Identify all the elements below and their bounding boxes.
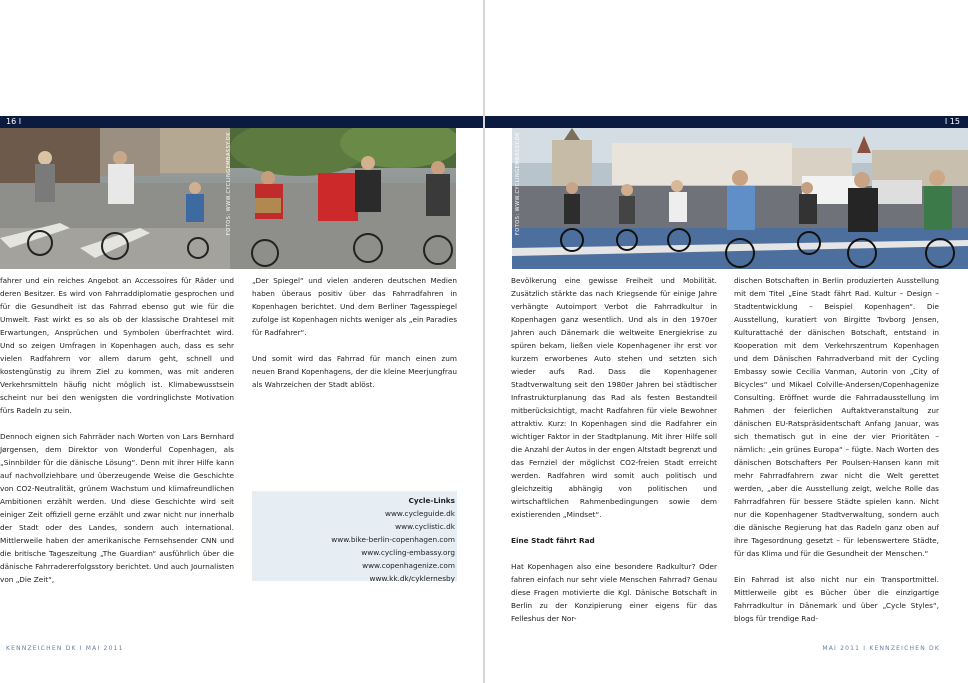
left-column-2 <box>252 274 457 404</box>
paragraph: Ein Fahrrad ist also nicht nur ein Transportmittel. Mittlerweile gibt es Bücher über die einzigartige Fahrradkultur in Dänemark und über „Cycle Styles“, blogs für trendige Rad- <box>734 575 939 623</box>
cycle-link[interactable]: www.kk.dk/cyklernesby <box>369 574 455 583</box>
left-footer: KENNZEICHEN DK I MAI 2011 <box>6 645 124 652</box>
paragraph: Hat Kopenhagen also eine besondere Radkultur? Oder fahren einfach nur sehr viele Menschen Fahrrad? Genau diese Fragen motivierte die Kgl. Dänische Botschaft in Berlin zu der Konzipierung einer eigens für das Felleshus der Nor- <box>511 562 717 623</box>
cycle-links-box <box>252 491 457 581</box>
cyclists-photo-right <box>512 128 968 269</box>
paragraph: dischen Botschaften in Berlin produzierten Ausstellung mit dem Titel „Eine Stadt fährt Rad. Kultur – Design – Stadtentwicklung – Beispiel Kopenhagen“. Die Ausstellung, kuratiert von Birgitte Tovborg Jensen, Kulturattaché der dänischen Botschaft, entstand in Kooperation mit dem Verkehrszentrum Kopenhagen und dem Dänischen Fahrradverband mit der Cycling Embassy sowie Cecilia Vanman, Autorin von „City of Bicycles“ und Mikael Colville-Andersen/Copenhagenize Consulting. Eröffnet wurde die Fahrradausstellung im Rahmen der feierlichen Auftaktveranstaltung zur dänischen EU-Ratspräsidentschaft Anfang Januar, was sich thematisch gut in eine der vier Prioritäten – nämlich: „ein grünes Europa“ – fügte. Nach Worten des dänischen Botschafters Per Poulsen-Hansen kann mit mehr Fahrradfahrern zwar nicht die Welt gerettet werden, „aber die Ausstellung zeigt, welche Rolle das Fahrradfahren für bessere Städte spielen kann. Nicht nur die Kopenhagener Stadtverwaltung, sondern auch die dänische Regierung hat das Radeln ganz oben auf ihre Tagesordnung gesetzt – für lebenswertere Städte, für das Klima und für die Gesundheit der Menschen.“ <box>734 276 939 558</box>
left-photo-caption: FOTOS: WWW.CYCLINGEMBASSY.DK <box>226 132 232 236</box>
left-page-header-bar <box>0 116 483 128</box>
paragraph: „Der Spiegel“ und vielen anderen deutschen Medien haben überaus positiv über das Fahrradfahren in Kopenhagen berichtet. Und dem Berliner Tagesspiegel zufolge ist Kopenhagen nichts weniger als „ein Paradies für Radfahrer“. <box>252 276 457 337</box>
right-column-2 <box>734 274 939 638</box>
left-page <box>0 0 483 683</box>
paragraph: Und somit wird das Fahrrad für manch einen zum neuen Brand Kopenhagens, der die kleine Meerjungfrau als Wahrzeichen der Stadt ablöst. <box>252 354 457 389</box>
paragraph: Bevölkerung eine gewisse Freiheit und Mobilität. Zusätzlich stärkte das nach Kriegsende für einige Jahre verhängte Autoimport Verbot die Fahrradkultur in Kopenhagen ganz wesentlich. Und als in den 1970er Jahren auch Dänemark die weltweite Energiekrise zu spüren bekam, ließen viele Kopenhagener ihr erst vor kurzem erworbenes Auto stehen und setzten sich wieder aufs Rad. Dass die Kopenhagener Stadtverwaltung seit den 1980er Jahren bei städtischer Infrastrukturplanung das Rad als festen Bestandteil mitberücksichtigt, macht Radfahren für viele Bewohner attraktiv. Kurz: In Kopenhagen sind die Radfahrer ein wichtiger Faktor in der Stadtplanung. Mit ihrer Hilfe soll die Anzahl der Autos in der engen Altstadt begrenzt und das Fernziel der möglichst CO2-freien Stadt erreicht werden. Radfahren wird somit auch politisch und gleichzeitig abhängig von politischen und wirtschaftlichen Rahmenbedingungen sowie dem existierenden „Mindset“. <box>511 276 717 519</box>
right-photo-caption: FOTOS: WWW.CYCLINGEMBASSY.DK <box>515 132 521 236</box>
left-photo <box>0 128 456 269</box>
cycle-link[interactable]: www.cycling-embassy.org <box>361 548 455 557</box>
cycle-link[interactable]: www.cyclistic.dk <box>395 522 455 531</box>
subheading: Eine Stadt fährt Rad <box>511 536 595 545</box>
right-photo <box>512 128 968 269</box>
cycle-link[interactable]: www.copenhagenize.com <box>362 561 455 570</box>
cycle-link[interactable]: www.bike-berlin-copenhagen.com <box>331 535 455 544</box>
right-column-1 <box>511 274 717 638</box>
right-page <box>485 0 968 683</box>
paragraph: Dennoch eignen sich Fahrräder nach Worten von Lars Bernhard Jørgensen, dem Direktor von Wonderful Copenhagen, als „Sinnbilder für die dänische Lösung“. Denn mit ihrer Hilfe kann auf nachvollziehbare und überzeugende Weise die Geschichte von CO2-Neutralität, grünem Wachstum und klimafreundlichen Ambitionen erzählt werden. Und diese Geschichte wird seit einiger Zeit offiziell gerne erzählt und zwar nicht nur innerhalb der Stadt oder des Landes, sondern auch international. Mittlerweile haben der amerikanische Fernsehsender CNN und die britische Tageszeitung „The Guardian“ ausführlich über die dänische Fahrradererfolgsstory berichtet. Und auch Journalisten von „Die Zeit“, <box>0 432 234 584</box>
right-footer: MAI 2011 I KENNZEICHEN DK <box>822 645 940 652</box>
right-page-header-bar <box>485 116 968 128</box>
paragraph: fahrer und ein reiches Angebot an Accessoires für Räder und deren Besitzer. Es wird von Fahrraddiplomatie gesprochen und für die Gesundheit ist das Fahrrad ebenso gut wie für die Umwelt. Fast wirkt es so als ob der klassische Drahtesel mit Erwartungen, Ansprüchen und Symbolen überfrachtet wird. Und so zeigen Umfragen in Kopenhagen auch, dass es sehr vielen Radfahrern vor allem darum geht, schnell und kostengünstig zu ihrem Ziel zu kommen, was mit anderen Verkehrsmitteln häufig nicht möglich ist. Klimabewusstsein scheint nur bei den wenigsten die vordringlichste Motivation fürs Radeln zu sein. <box>0 276 234 415</box>
right-page-number: I 15 <box>944 117 960 126</box>
cycle-link[interactable]: www.cycleguide.dk <box>385 509 455 518</box>
left-page-number: 16 I <box>6 117 22 126</box>
left-column-1 <box>0 274 234 599</box>
cycle-links-title: Cycle-Links <box>408 496 455 505</box>
